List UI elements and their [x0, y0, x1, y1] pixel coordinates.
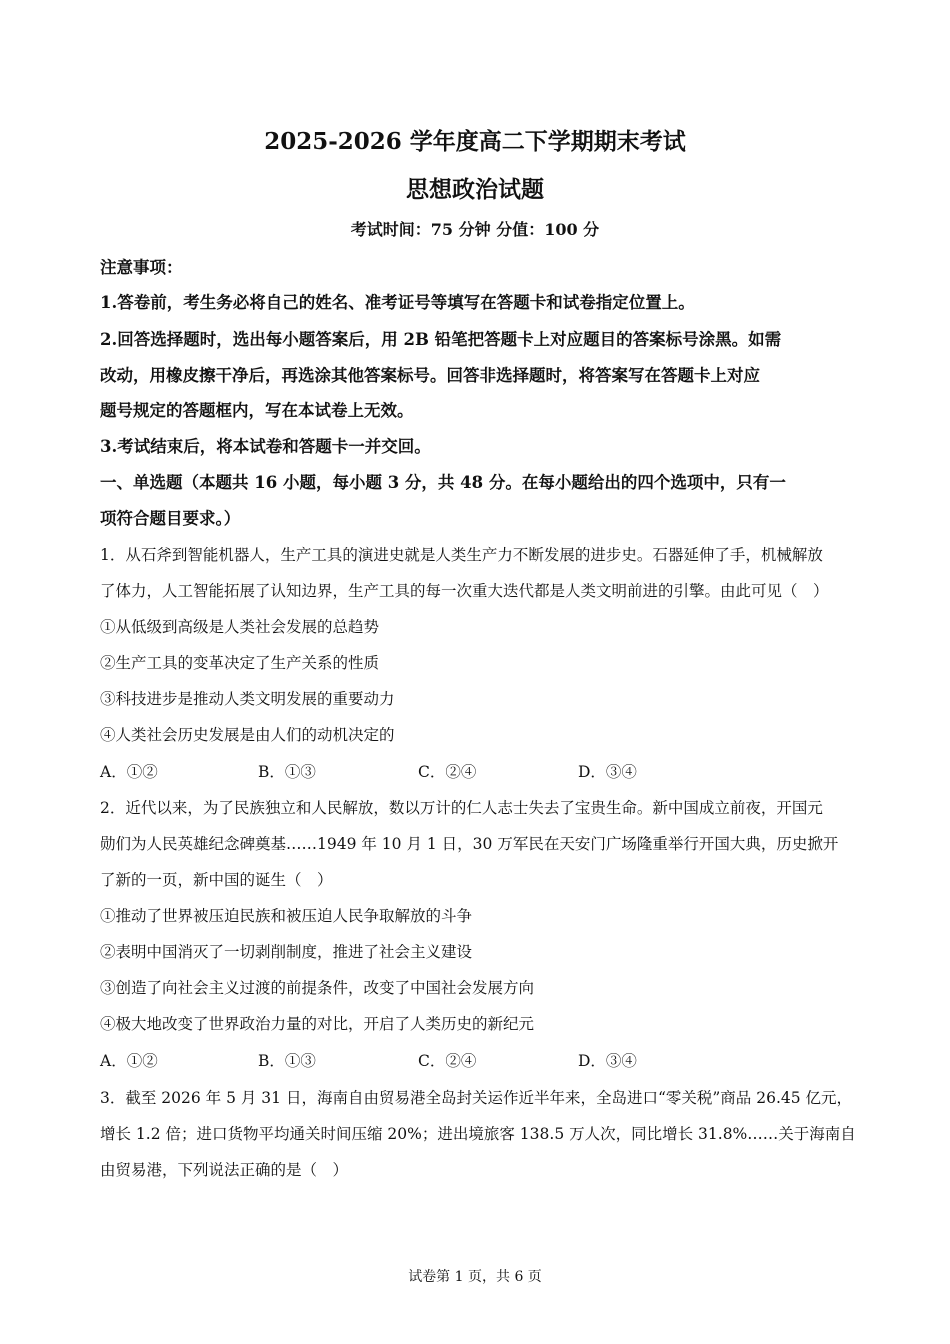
question-1-item: ①从低级到高级是人类社会发展的总趋势	[100, 618, 380, 636]
question-1-option-a[interactable]: A．①②	[100, 763, 158, 781]
page-subtitle: 思想政治试题	[406, 176, 544, 203]
question-2-stem: 2．近代以来，为了民族独立和人民解放，数以万计的仁人志士失去了宝贵生命。新中国成立前夜，开国元	[100, 799, 823, 817]
question-2-option-d[interactable]: D．③④	[578, 1052, 637, 1070]
question-1-option-d[interactable]: D．③④	[578, 763, 637, 781]
notice-line: 3.考试结束后，将本试卷和答题卡一并交回。	[100, 437, 431, 456]
page-footer: 试卷第 1 页，共 6 页	[408, 1269, 542, 1285]
question-3-stem: 3．截至 2026 年 5 月 31 日，海南自由贸易港全岛封关运作近半年来，全岛进口“零关税”商品 26.45 亿元，	[100, 1089, 853, 1107]
question-2-option-c[interactable]: C．②④	[418, 1052, 477, 1070]
notice-heading: 注意事项：	[100, 258, 183, 277]
section-heading: 一、单选题（本题共 16 小题，每小题 3 分，共 48 分。在每小题给出的四个选项中，只有一	[100, 473, 786, 492]
notice-line: 改动，用橡皮擦干净后，再选涂其他答案标号。回答非选择题时，将答案写在答题卡上对应	[100, 366, 760, 385]
question-3-stem: 由贸易港，下列说法正确的是（ ）	[100, 1161, 349, 1179]
question-2-item: ①推动了世界被压迫民族和被压迫人民争取解放的斗争	[100, 907, 473, 925]
question-1-item: ④人类社会历史发展是由人们的动机决定的	[100, 726, 395, 744]
question-2-option-a[interactable]: A．①②	[100, 1052, 158, 1070]
question-1-item: ②生产工具的变革决定了生产关系的性质	[100, 654, 380, 672]
question-3-stem: 增长 1.2 倍；进口货物平均通关时间压缩 20%；进出境旅客 138.5 万人次，同比增长 31.8%……关于海南自	[100, 1125, 856, 1143]
question-1-stem: 了体力，人工智能拓展了认知边界，生产工具的每一次重大迭代都是人类文明前进的引擎。由此可见（ ）	[100, 582, 829, 600]
question-2-item: ②表明中国消灭了一切剥削制度，推进了社会主义建设	[100, 943, 473, 961]
notice-line: 题号规定的答题框内，写在本试卷上无效。	[100, 401, 414, 420]
exam-info: 考试时间：75 分钟 分值：100 分	[350, 220, 600, 239]
question-2-stem: 勋们为人民英雄纪念碑奠基……1949 年 10 月 1 日，30 万军民在天安门广场隆重举行开国大典，历史掀开	[100, 835, 839, 853]
question-1-stem: 1．从石斧到智能机器人，生产工具的演进史就是人类生产力不断发展的进步史。石器延伸了手，机械解放	[100, 546, 823, 564]
question-2-item: ③创造了向社会主义过渡的前提条件，改变了中国社会发展方向	[100, 979, 535, 997]
question-1-option-b[interactable]: B．①③	[258, 763, 316, 781]
question-1-option-c[interactable]: C．②④	[418, 763, 477, 781]
question-2-stem: 了新的一页，新中国的诞生（ ）	[100, 871, 333, 889]
question-2-option-b[interactable]: B．①③	[258, 1052, 316, 1070]
section-heading: 项符合题目要求。）	[100, 509, 241, 528]
question-1-item: ③科技进步是推动人类文明发展的重要动力	[100, 690, 395, 708]
notice-line: 2.回答选择题时，选出每小题答案后，用 2B 铅笔把答题卡上对应题目的答案标号涂黑。如需	[100, 330, 782, 349]
notice-line: 1.答卷前，考生务必将自己的姓名、准考证号等填写在答题卡和试卷指定位置上。	[100, 293, 695, 312]
page-title: 2025-2026 学年度高二下学期期末考试	[264, 128, 686, 155]
question-2-item: ④极大地改变了世界政治力量的对比，开启了人类历史的新纪元	[100, 1015, 535, 1033]
